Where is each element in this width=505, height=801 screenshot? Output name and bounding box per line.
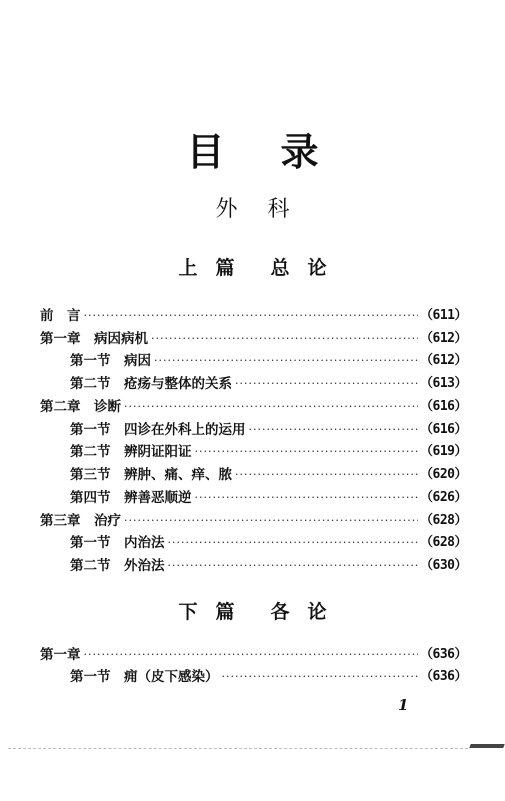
toc-entry[interactable] bbox=[70, 373, 467, 395]
toc-leader-dots bbox=[151, 328, 418, 350]
toc-entry[interactable] bbox=[70, 487, 467, 509]
toc-leader-dots bbox=[249, 419, 419, 441]
toc-entry[interactable] bbox=[70, 441, 467, 463]
toc-leader-dots bbox=[168, 532, 419, 554]
toc-entry[interactable] bbox=[70, 419, 467, 441]
toc-entry-label: 第三章 治疗 bbox=[40, 513, 121, 529]
toc-leader-dots bbox=[195, 487, 419, 509]
toc-leader-dots bbox=[84, 305, 419, 327]
toc-entry-page: （612） bbox=[420, 331, 467, 346]
toc-entry-label: 第二节 外治法 bbox=[70, 558, 165, 574]
toc-entry[interactable] bbox=[70, 464, 467, 486]
scan-edge-line bbox=[8, 748, 468, 751]
part-heading-lower-left: 下篇 bbox=[178, 601, 253, 623]
part-heading-upper-left: 上篇 bbox=[178, 257, 253, 279]
toc-leader-dots bbox=[222, 666, 419, 688]
toc-entry-page: （611） bbox=[420, 308, 467, 323]
toc-entry-page: （620） bbox=[420, 467, 467, 482]
toc-entry-page: （628） bbox=[420, 513, 467, 528]
toc-entry-label: 第一节 病因 bbox=[70, 353, 151, 369]
toc-entry-page: （636） bbox=[420, 669, 467, 684]
toc-entry-label: 第二节 疮疡与整体的关系 bbox=[70, 376, 232, 392]
toc-entry[interactable] bbox=[40, 396, 467, 418]
page-number: 1 bbox=[398, 696, 409, 714]
toc-subtitle: 外科 bbox=[215, 197, 320, 222]
toc-leader-dots bbox=[195, 441, 419, 463]
toc-leader-dots bbox=[124, 510, 418, 532]
toc-entry-page: （630） bbox=[420, 558, 467, 573]
toc-entry[interactable] bbox=[70, 532, 467, 554]
toc-entry-page: （636） bbox=[420, 647, 467, 662]
toc-entry[interactable] bbox=[40, 305, 467, 327]
toc-entry[interactable] bbox=[70, 350, 467, 372]
part-heading-upper bbox=[0, 256, 505, 280]
toc-entry-page: （616） bbox=[420, 399, 467, 414]
toc-leader-dots bbox=[235, 464, 418, 486]
toc-entry-page: （628） bbox=[420, 535, 467, 550]
toc-entry-label: 第四节 辨善恶顺逆 bbox=[70, 490, 192, 506]
toc-entry[interactable] bbox=[70, 555, 467, 577]
toc-entry-label: 第一节 四诊在外科上的运用 bbox=[70, 422, 246, 438]
toc-entry-page: （626） bbox=[420, 490, 467, 505]
toc-leader-dots bbox=[235, 373, 418, 395]
toc-entry-page: （613） bbox=[420, 376, 467, 391]
toc-entry-page: （612） bbox=[420, 353, 467, 368]
toc-leader-dots bbox=[168, 555, 419, 577]
toc-entry-label: 第二节 辨阴证阳证 bbox=[70, 444, 192, 460]
toc-leader-dots bbox=[84, 644, 419, 666]
toc-entry[interactable] bbox=[70, 666, 467, 688]
toc-entry-label: 第三节 辨肿、痛、痒、脓 bbox=[70, 467, 232, 483]
toc-entry[interactable] bbox=[40, 644, 467, 666]
toc-entry-label: 第二章 诊断 bbox=[40, 399, 121, 415]
toc-entry[interactable] bbox=[40, 328, 467, 350]
toc-entry-page: （619） bbox=[420, 444, 467, 459]
toc-entry[interactable] bbox=[40, 510, 467, 532]
toc-leader-dots bbox=[154, 350, 418, 372]
toc-entry-label: 第一章 病因病机 bbox=[40, 331, 148, 347]
part-heading-lower bbox=[0, 600, 505, 624]
scan-edge-mark bbox=[469, 744, 504, 748]
toc-entry-label: 第一节 痈（皮下感染） bbox=[70, 669, 219, 685]
toc-title: 目录 bbox=[186, 130, 375, 174]
toc-entry-label: 第一章 bbox=[40, 647, 81, 663]
toc-entry-label: 前 言 bbox=[40, 308, 81, 324]
toc-leader-dots bbox=[124, 396, 418, 418]
toc-entry-page: （616） bbox=[420, 422, 467, 437]
part-heading-lower-right: 各论 bbox=[270, 601, 345, 623]
toc-entry-label: 第一节 内治法 bbox=[70, 535, 165, 551]
part-heading-upper-right: 总论 bbox=[270, 257, 345, 279]
